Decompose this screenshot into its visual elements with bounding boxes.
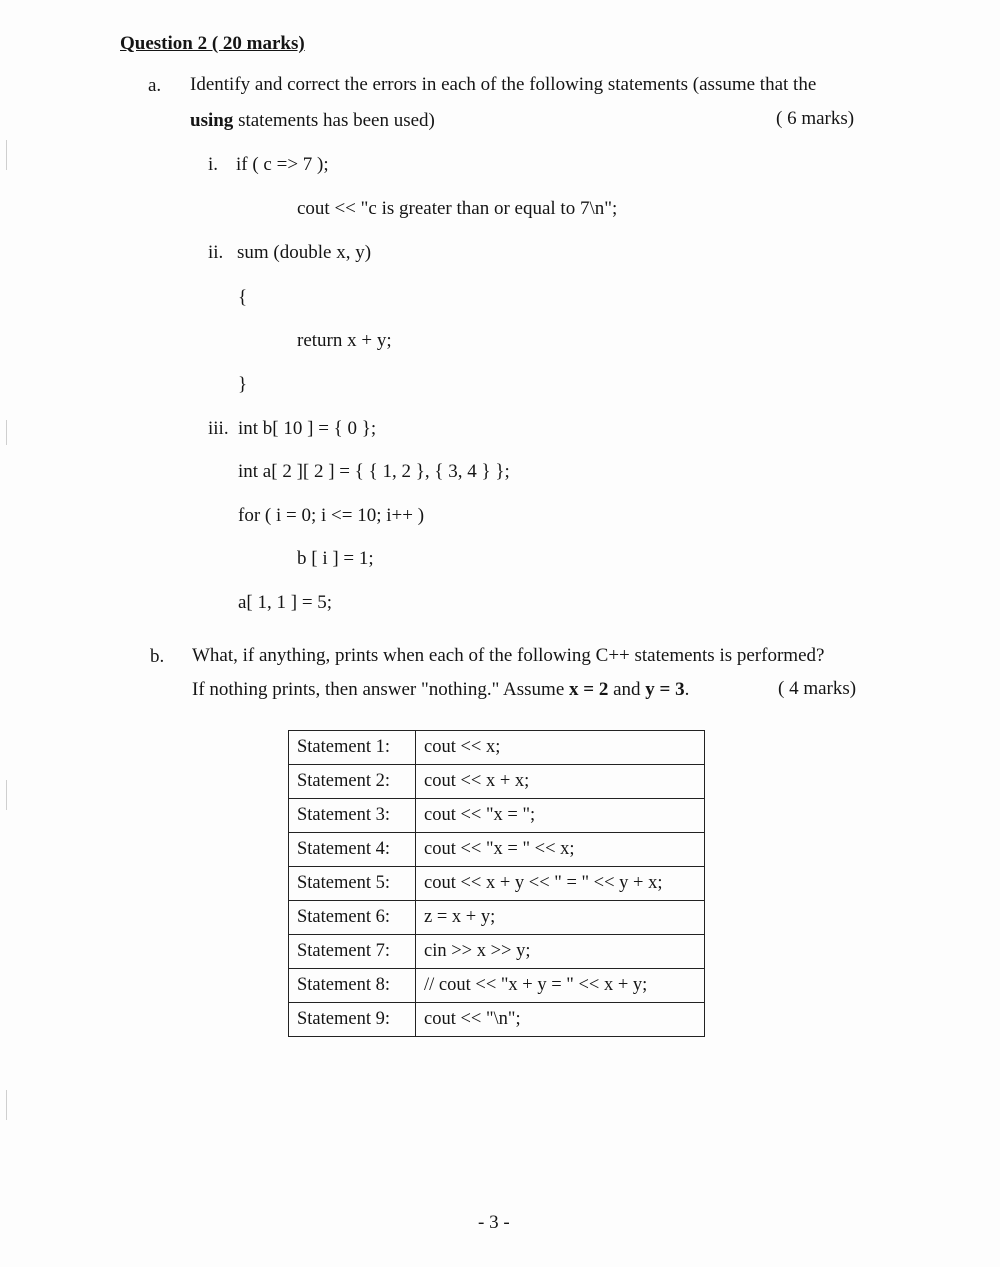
item-i-number: i. [208, 154, 219, 175]
item-iii-line5: a[ 1, 1 ] = 5; [238, 592, 333, 613]
statement-code: z = x + y; [416, 901, 705, 935]
statement-label: Statement 7: [289, 935, 416, 969]
item-iii-line3: for ( i = 0; i <= 10; i++ ) [238, 505, 425, 526]
statement-code: cout << "x = "; [416, 799, 705, 833]
statement-code: // cout << "x + y = " << x + y; [416, 969, 705, 1003]
item-iii-line4: b [ i ] = 1; [297, 548, 374, 569]
item-ii-line1: sum (double x, y) [237, 242, 372, 263]
scan-artifact [6, 780, 7, 810]
statements-table [288, 730, 705, 1037]
statement-label: Statement 8: [289, 969, 416, 1003]
statement-label: Statement 1: [289, 731, 416, 765]
statement-code: cout << x; [416, 731, 705, 765]
part-b-line2-text: If nothing prints, then answer "nothing." Assume [192, 679, 570, 700]
scan-artifact [6, 420, 7, 445]
part-a-letter: a. [148, 75, 162, 96]
statement-label: Statement 5: [289, 867, 416, 901]
item-ii-number: ii. [208, 242, 224, 263]
statement-label: Statement 4: [289, 833, 416, 867]
part-b-letter: b. [150, 646, 165, 667]
statement-code: cout << x + y << " = " << y + x; [416, 867, 705, 901]
item-ii-close-brace: } [238, 374, 248, 395]
table-row [289, 935, 705, 969]
table-row [289, 833, 705, 867]
item-ii-body: return x + y; [297, 330, 392, 351]
item-iii-number: iii. [208, 418, 229, 439]
x-assumption: x = 2 [569, 679, 609, 700]
statement-label: Statement 6: [289, 901, 416, 935]
using-keyword: using [190, 110, 234, 131]
part-a-line2-rest: statements has been used) [233, 110, 435, 131]
statement-code: cout << x + x; [416, 765, 705, 799]
item-iii-line1: int b[ 10 ] = { 0 }; [238, 418, 377, 439]
statement-code: cout << "\n"; [416, 1003, 705, 1037]
statement-label: Statement 9: [289, 1003, 416, 1037]
scan-artifact [6, 140, 7, 170]
statement-label: Statement 3: [289, 799, 416, 833]
table-row [289, 765, 705, 799]
item-i-line1: if ( c => 7 ); [236, 154, 329, 175]
item-iii-line2: int a[ 2 ][ 2 ] = { { 1, 2 }, { 3, 4 } }; [238, 461, 510, 482]
statement-code: cin >> x >> y; [416, 935, 705, 969]
and-word: and [608, 679, 646, 700]
part-b-line1: What, if anything, prints when each of the following C++ statements is performed? [192, 645, 825, 666]
y-assumption: y = 3 [645, 679, 685, 700]
table-row [289, 867, 705, 901]
table-row [289, 1003, 705, 1037]
period: . [684, 679, 690, 700]
table-row [289, 901, 705, 935]
page-number: - 3 - [478, 1212, 510, 1233]
scan-artifact [6, 1090, 7, 1120]
table-row [289, 969, 705, 1003]
table-row [289, 731, 705, 765]
part-a-line1: Identify and correct the errors in each of the following statements (assume that the [190, 74, 817, 95]
statement-code: cout << "x = " << x; [416, 833, 705, 867]
statement-label: Statement 2: [289, 765, 416, 799]
item-i-line2: cout << "c is greater than or equal to 7\n"; [297, 198, 618, 219]
part-a-line2 [190, 111, 435, 130]
part-b-line2 [192, 680, 689, 699]
item-ii-open-brace: { [238, 287, 248, 308]
part-b-marks: ( 4 marks) [778, 678, 857, 699]
part-a-marks: ( 6 marks) [776, 108, 855, 129]
question-title: Question 2 ( 20 marks) [120, 33, 305, 54]
table-row [289, 799, 705, 833]
